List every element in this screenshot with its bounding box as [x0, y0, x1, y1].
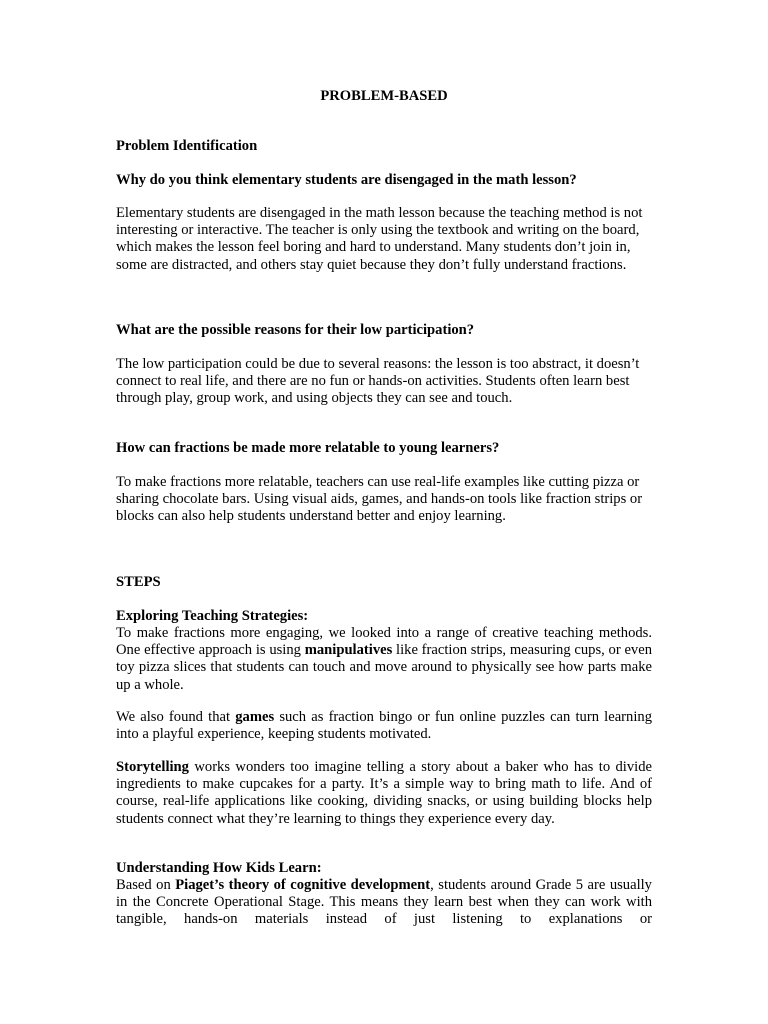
text-run: We also found that: [116, 709, 236, 725]
page-title: PROBLEM-BASED: [320, 88, 448, 104]
text-run: Based on: [116, 877, 176, 893]
how-kids-learn-paragraph: [116, 877, 652, 929]
question-2: What are the possible reasons for their low participation?: [116, 322, 475, 338]
steps-heading: STEPS: [116, 574, 161, 590]
problem-identification-heading: Problem Identification: [116, 138, 258, 154]
text-run: such as fraction bingo or fun online puzzles can turn learning into a playful experience, keeping students motivated.: [116, 709, 652, 743]
teaching-strategies-paragraph-3: [116, 759, 652, 828]
how-kids-learn-heading: Understanding How Kids Learn:: [116, 860, 322, 876]
teaching-strategies-paragraph-1: [116, 625, 652, 694]
question-1: Why do you think elementary students are disengaged in the math lesson?: [116, 172, 577, 188]
teaching-strategies-paragraph-2: [116, 709, 652, 743]
answer-1: Elementary students are disengaged in the math lesson because the teaching method is not interesting or interactive. The teacher is only using the textbook and writing on the board, which makes the lesson feel boring and hard to understand. Many students don’t join in, some are distracted, and others stay quiet because they don’t fully understand fractions.: [116, 205, 643, 273]
manipulatives-bold: manipulatives: [304, 642, 393, 659]
text-run: , students around Grade 5 are usually in the Concrete Operational Stage. This means they learn best when they can work with tangible, hands-on materials instead of just listening to explanations or: [116, 877, 652, 928]
teaching-strategies-heading: Exploring Teaching Strategies:: [116, 608, 309, 624]
storytelling-bold: Storytelling: [116, 759, 189, 775]
text-run: like fraction strips, measuring cups, or even toy pizza slices that students can touch and move around to physically see how parts make up a whole.: [116, 642, 652, 693]
text-run: works wonders too imagine telling a story about a baker who has to divide ingredients to make cupcakes for a party. It’s a simple way to bring math to life. And of course, real-life applications like cooking, dividing snacks, or using building blocks help students connect what they’re learning to things they experience every day.: [116, 759, 652, 827]
piaget-theory-bold: Piaget’s theory of cognitive development: [175, 877, 431, 893]
question-3: How can fractions be made more relatable to young learners?: [116, 440, 500, 456]
games-bold: games: [235, 709, 275, 725]
answer-3: To make fractions more relatable, teachers can use real-life examples like cutting pizza or sharing chocolate bars. Using visual aids, games, and hands-on tools like fraction strips or blocks can also help students understand better and enjoy learning.: [116, 474, 643, 525]
answer-2: The low participation could be due to several reasons: the lesson is too abstract, it doesn’t connect to real life, and there are no fun or hands-on activities. Students often learn best through play, group work, and using objects they can see and touch.: [116, 356, 640, 407]
text-run: To make fractions more engaging, we looked into a range of creative teaching methods. One effective approach is using: [116, 625, 652, 659]
